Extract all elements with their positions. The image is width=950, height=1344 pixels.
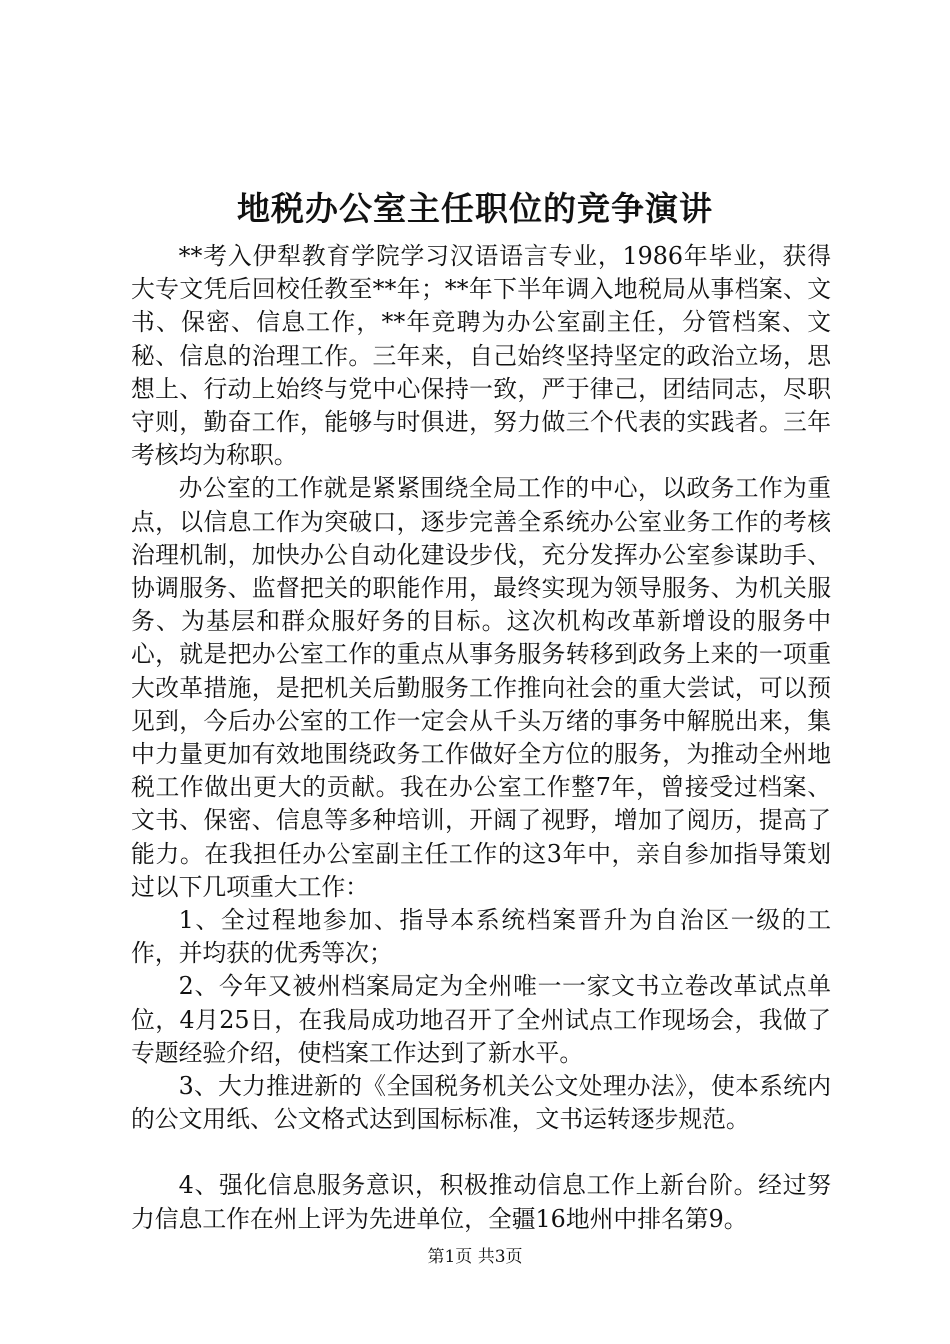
paragraph-6: 4、强化信息服务意识，积极推动信息工作上新台阶。经过努力信息工作在州上评为先进单位，全疆16地州中排名第9。 <box>131 1171 831 1233</box>
paragraph-3: 1、全过程地参加、指导本系统档案晋升为自治区一级的工作，并均获的优秀等次； <box>131 906 831 968</box>
paragraph-2: 办公室的工作就是紧紧围绕全局工作的中心，以政务工作为重点，以信息工作为突破口，逐步完善全系统办公室业务工作的考核治理机制，加快办公自动化建设步伐，充分发挥办公室参谋助手、协调服务、监督把关的职能作用，最终实现为领导服务、为机关服务、为基层和群众服好务的目标。这次机构改革新增设的服务中心，就是把办公室工作的重点从事务服务转移到政务上来的一项重大改革措施，是把机关后勤服务工作推向社会的重大尝试，可以预见到，今后办公室的工作一定会从千头万绪的事务中解脱出来，集中力量更加有效地围绕政务工作做好全方位的服务，为推动全州地税工作做出更大的贡献。我在办公室工作整7年，曾接受过档案、文书、保密、信息等多种培训，开阔了视野，增加了阅历，提高了能力。在我担任办公室副主任工作的这3年中，亲自参加指导策划过以下几项重大工作： <box>131 474 831 901</box>
paragraph-5: 3、大力推进新的《全国税务机关公文处理办法》，使本系统内的公文用纸、公文格式达到国标标准，文书运转逐步规范。 <box>131 1072 831 1134</box>
document-body <box>131 240 831 1236</box>
paragraph-1: **考入伊犁教育学院学习汉语语言专业，1986年毕业，获得大专文凭后回校任教至**年；**年下半年调入地税局从事档案、文书、保密、信息工作，**年竞聘为办公室副主任，分管档案、文秘、信息的治理工作。三年来，自己始终坚持坚定的政治立场，思想上、行动上始终与党中心保持一致，严于律己，团结同志，尽职守则，勤奋工作，能够与时俱进，努力做三个代表的实践者。三年考核均为称职。 <box>131 242 831 470</box>
document-title: 地税办公室主任职位的竞争演讲 <box>237 189 713 228</box>
page-number: 第1页 共3页 <box>427 1247 523 1267</box>
paragraph-4: 2、今年又被州档案局定为全州唯一一家文书立卷改革试点单位，4月25日，在我局成功地召开了全州试点工作现场会，我做了专题经验介绍，使档案工作达到了新水平。 <box>131 972 831 1067</box>
